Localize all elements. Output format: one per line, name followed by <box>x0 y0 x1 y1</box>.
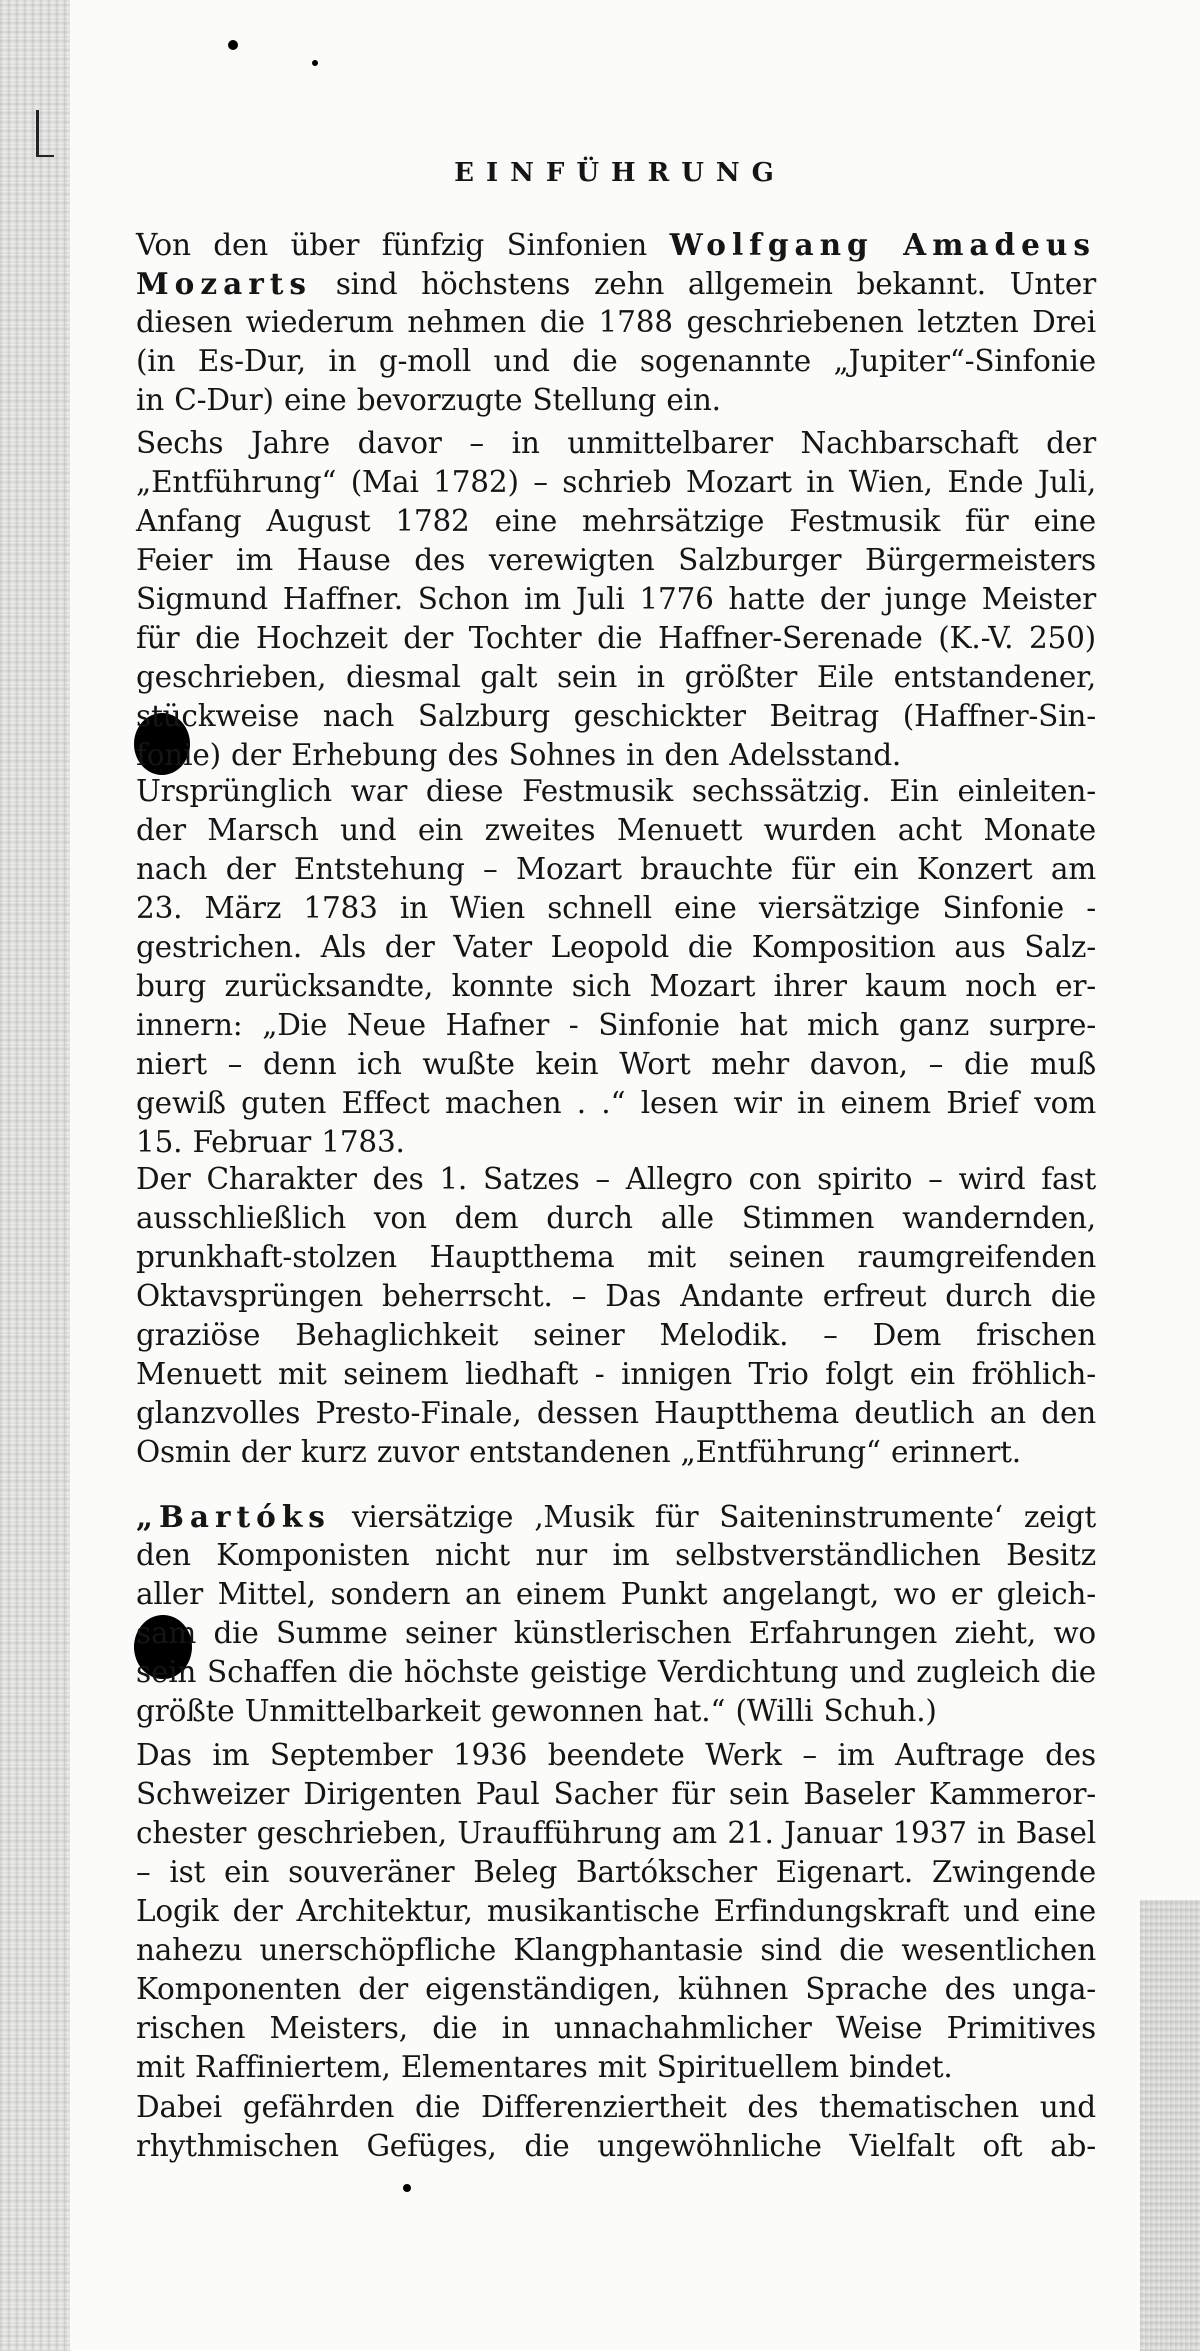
text-line: sein Schaffen die höchste geistige Verdichtung und zugleich die <box>136 1655 1096 1689</box>
text-line: diesen wiederum nehmen die 1788 geschriebenen letzten Drei <box>136 305 1096 339</box>
paragraph-bartok-detail <box>136 2088 1096 2166</box>
text-line: Menuett mit seinem liedhaft - innigen Trio folgt ein fröhlich- <box>136 1357 1096 1391</box>
text-line: 23. März 1783 in Wien schnell eine viersätzige Sinfonie - <box>136 891 1096 925</box>
text-line: fonie) der Erhebung des Sohnes in den Adelsstand. <box>136 738 902 772</box>
text-line: stückweise nach Salzburg geschickter Beitrag (Haffner-Sin- <box>136 699 1096 733</box>
scan-mark <box>36 155 54 157</box>
text-line: rischen Meisters, die in unnachahmlicher Weise Primitives <box>136 2011 1096 2045</box>
composer-name: Mozarts <box>136 266 312 301</box>
text-line: Dabei gefährden die Differenziertheit des thematischen und <box>136 2090 1096 2124</box>
text-line: (in Es-Dur, in g-moll und die sogenannte „Jupiter“-Sinfonie <box>136 344 1096 378</box>
text-line: sam die Summe seiner künstlerischen Erfahrungen zieht, wo <box>136 1616 1096 1650</box>
text-line: geschrieben, diesmal galt sein in größter Eile entstandener, <box>136 660 1096 694</box>
text-line: glanzvolles Presto-Finale, dessen Hauptthema deutlich an den <box>136 1396 1096 1430</box>
paragraph-festmusik <box>136 772 1096 1162</box>
text-line: nach der Entstehung – Mozart brauchte für ein Konzert am <box>136 852 1096 886</box>
text-line: Oktavsprüngen beherrscht. – Das Andante erfreut durch die <box>136 1279 1096 1313</box>
text-line: niert – denn ich wußte kein Wort mehr davon, – die muß <box>136 1047 1096 1081</box>
text-line: – ist ein souveräner Beleg Bartókscher Eigenart. Zwingende <box>136 1855 1096 1889</box>
text-line: gewiß guten Effect machen . .“ lesen wir in einem Brief vom <box>136 1086 1096 1120</box>
text-run: viersätzige ‚Musik für Saiteninstrumente‘ zeigt <box>330 1500 1096 1534</box>
paragraph-haffner-history <box>136 424 1096 775</box>
text-line <box>136 225 1096 264</box>
text-line: chester geschrieben, Uraufführung am 21. Januar 1937 in Basel <box>136 1816 1096 1850</box>
text-line: Das im September 1936 beendete Werk – im Auftrage des <box>136 1738 1096 1772</box>
text-line: graziöse Behaglichkeit seiner Melodik. – Dem frischen <box>136 1318 1096 1352</box>
paragraph-bartok-work <box>136 1736 1096 2087</box>
text-line <box>136 264 1096 303</box>
paragraph-bartok-quote <box>136 1497 1096 1731</box>
text-line: 15. Februar 1783. <box>136 1125 405 1159</box>
paragraph-character <box>136 1160 1096 1472</box>
text-run: Von den über fünfzig Sinfonien <box>136 228 670 262</box>
ink-spot <box>228 40 238 50</box>
text-line: für die Hochzeit der Tochter die Haffner-Serenade (K.-V. 250) <box>136 621 1096 655</box>
text-line: mit Raffiniertem, Elementares mit Spirituellem bindet. <box>136 2050 953 2084</box>
composer-name: „Bartóks <box>136 1499 331 1534</box>
text-line: rhythmischen Gefüges, die ungewöhnliche Vielfalt oft ab- <box>136 2129 1096 2163</box>
text-line: in C-Dur) eine bevorzugte Stellung ein. <box>136 383 721 417</box>
text-line: Sigmund Haffner. Schon im Juli 1776 hatte der junge Meister <box>136 582 1096 616</box>
text-line: Der Charakter des 1. Satzes – Allegro con spirito – wird fast <box>136 1162 1096 1196</box>
ink-spot <box>403 2184 411 2192</box>
ink-spot <box>312 60 318 66</box>
text-line <box>136 1497 1096 1536</box>
text-line: gestrichen. Als der Vater Leopold die Komposition aus Salz- <box>136 930 1096 964</box>
text-line: Ursprünglich war diese Festmusik sechssätzig. Ein einleiten- <box>136 774 1096 808</box>
scan-edge-noise-left <box>0 0 70 2351</box>
text-line: aller Mittel, sondern an einem Punkt angelangt, wo er gleich- <box>136 1577 1096 1611</box>
scan-edge-noise-right <box>1140 1900 1200 2351</box>
text-line: Sechs Jahre davor – in unmittelbarer Nachbarschaft der <box>136 426 1096 460</box>
text-run: sind höchstens zehn allgemein bekannt. Unter <box>311 267 1096 301</box>
text-line: nahezu unerschöpfliche Klangphantasie sind die wesentlichen <box>136 1933 1096 1967</box>
page-title: EINFÜHRUNG <box>454 158 786 188</box>
paragraph-mozart-intro <box>136 225 1096 420</box>
text-line: burg zurücksandte, konnte sich Mozart ihrer kaum noch er- <box>136 969 1096 1003</box>
text-line: Anfang August 1782 eine mehrsätzige Festmusik für eine <box>136 504 1096 538</box>
text-line: innern: „Die Neue Hafner - Sinfonie hat mich ganz surpre- <box>136 1008 1096 1042</box>
composer-name: Wolfgang Amadeus <box>669 227 1096 262</box>
text-line: den Komponisten nicht nur im selbstverständlichen Besitz <box>136 1538 1096 1572</box>
text-line: Feier im Hause des verewigten Salzburger Bürgermeisters <box>136 543 1096 577</box>
text-line: Logik der Architektur, musikantische Erfindungskraft und eine <box>136 1894 1096 1928</box>
text-line: Osmin der kurz zuvor entstandenen „Entführung“ erinnert. <box>136 1435 1021 1469</box>
text-line: der Marsch und ein zweites Menuett wurden acht Monate <box>136 813 1096 847</box>
text-line: „Entführung“ (Mai 1782) – schrieb Mozart in Wien, Ende Juli, <box>136 465 1096 499</box>
scan-mark <box>36 110 39 156</box>
text-line: prunkhaft-stolzen Hauptthema mit seinen raumgreifenden <box>136 1240 1096 1274</box>
text-line: Komponenten der eigenständigen, kühnen Sprache des unga- <box>136 1972 1096 2006</box>
text-line: größte Unmittelbarkeit gewonnen hat.“ (Willi Schuh.) <box>136 1694 937 1728</box>
text-line: Schweizer Dirigenten Paul Sacher für sein Baseler Kammeror- <box>136 1777 1096 1811</box>
text-line: ausschließlich von dem durch alle Stimmen wandernden, <box>136 1201 1096 1235</box>
